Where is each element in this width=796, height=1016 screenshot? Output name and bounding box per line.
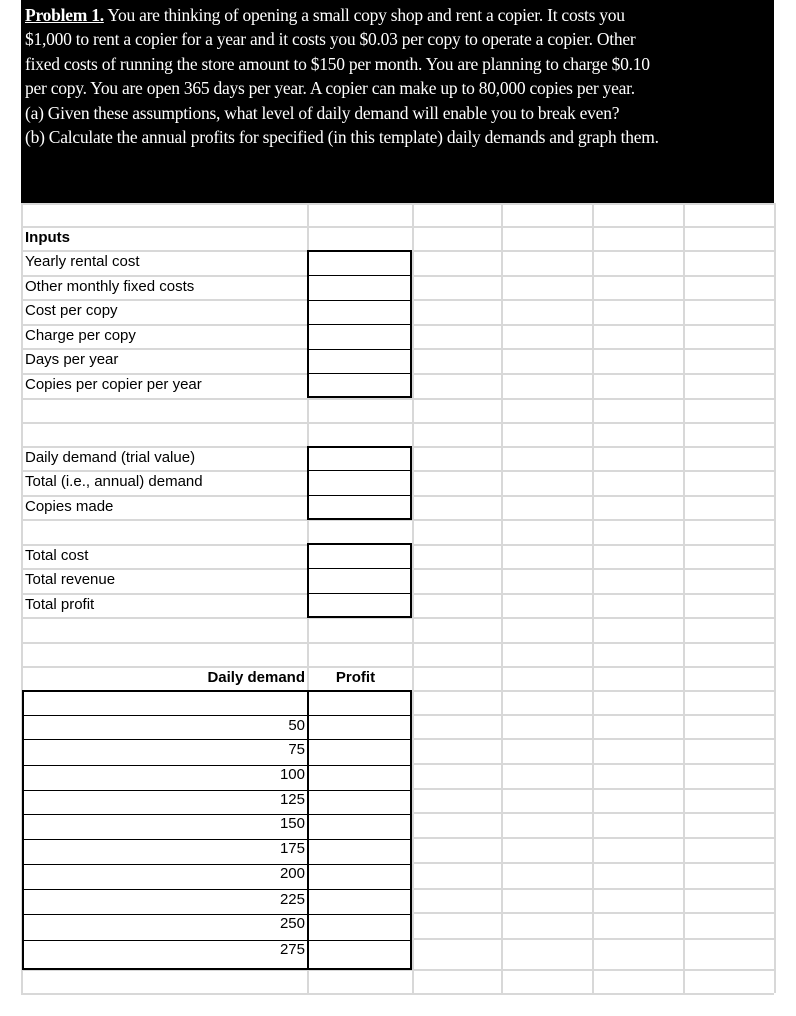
yearly-rental-cost-label: Yearly rental cost [25, 253, 140, 270]
problem-line-2: $1,000 to rent a copier for a year and it costs you $0.03 per copy to operate a copier. Other [25, 29, 636, 50]
grid-col-line [412, 203, 414, 993]
cost-per-copy-label: Cost per copy [25, 302, 118, 319]
grid-col-line [592, 203, 594, 993]
table-row[interactable]: 50 [288, 717, 305, 734]
problem-line-6: (b) Calculate the annual profits for specified (in this template) daily demands and graph them. [25, 127, 659, 148]
grid-row-line [21, 642, 774, 644]
col-daily-demand-header: Daily demand [207, 669, 305, 686]
grid-col-line [683, 203, 685, 993]
table-row[interactable]: 75 [288, 741, 305, 758]
grid-row-line [21, 398, 774, 400]
total-profit-label: Total profit [25, 596, 95, 613]
daily-demand-trial-label: Daily demand (trial value) [25, 449, 196, 466]
inputs-heading: Inputs [25, 229, 70, 246]
copies-made-label: Copies made [25, 498, 114, 515]
grid-row-line [21, 993, 774, 995]
table-row[interactable]: 250 [279, 915, 305, 932]
problem-line-1: You are thinking of opening a small copy shop and rent a copier. It costs you [103, 5, 625, 25]
problem-statement [21, 0, 774, 203]
table-row[interactable]: 225 [279, 891, 305, 908]
total-cost-label: Total cost [25, 547, 89, 564]
table-row[interactable]: 175 [279, 840, 305, 857]
other-monthly-fixed-costs-label: Other monthly fixed costs [25, 278, 195, 295]
table-row[interactable]: 150 [279, 815, 305, 832]
problem-line-3: fixed costs of running the store amount to $150 per month. You are planning to charge $0.10 [25, 53, 650, 74]
grid-col-line [774, 203, 776, 993]
results-value-box[interactable] [307, 543, 412, 618]
total-annual-demand-label: Total (i.e., annual) demand [25, 473, 203, 490]
days-per-year-label: Days per year [25, 351, 119, 368]
copies-per-copier-label: Copies per copier per year [25, 376, 202, 393]
demand-value-box[interactable] [307, 446, 412, 520]
problem-label: Problem 1. [25, 5, 104, 25]
table-row[interactable]: 200 [279, 865, 305, 882]
col-profit-header: Profit [335, 669, 376, 686]
charge-per-copy-label: Charge per copy [25, 327, 136, 344]
table-row[interactable]: 125 [279, 791, 305, 808]
grid-col-line [501, 203, 503, 993]
table-row[interactable]: 275 [279, 941, 305, 958]
grid-row-line [21, 203, 774, 205]
inputs-value-box[interactable] [307, 250, 412, 398]
problem-line-5: (a) Given these assumptions, what level of daily demand will enable you to break even? [25, 102, 620, 123]
grid-row-line [21, 226, 774, 228]
total-revenue-label: Total revenue [25, 571, 116, 588]
table-row[interactable]: 100 [279, 766, 305, 783]
grid-row-line [21, 422, 774, 424]
problem-line-4: per copy. You are open 365 days per year. A copier can make up to 80,000 copies per year. [25, 78, 635, 99]
